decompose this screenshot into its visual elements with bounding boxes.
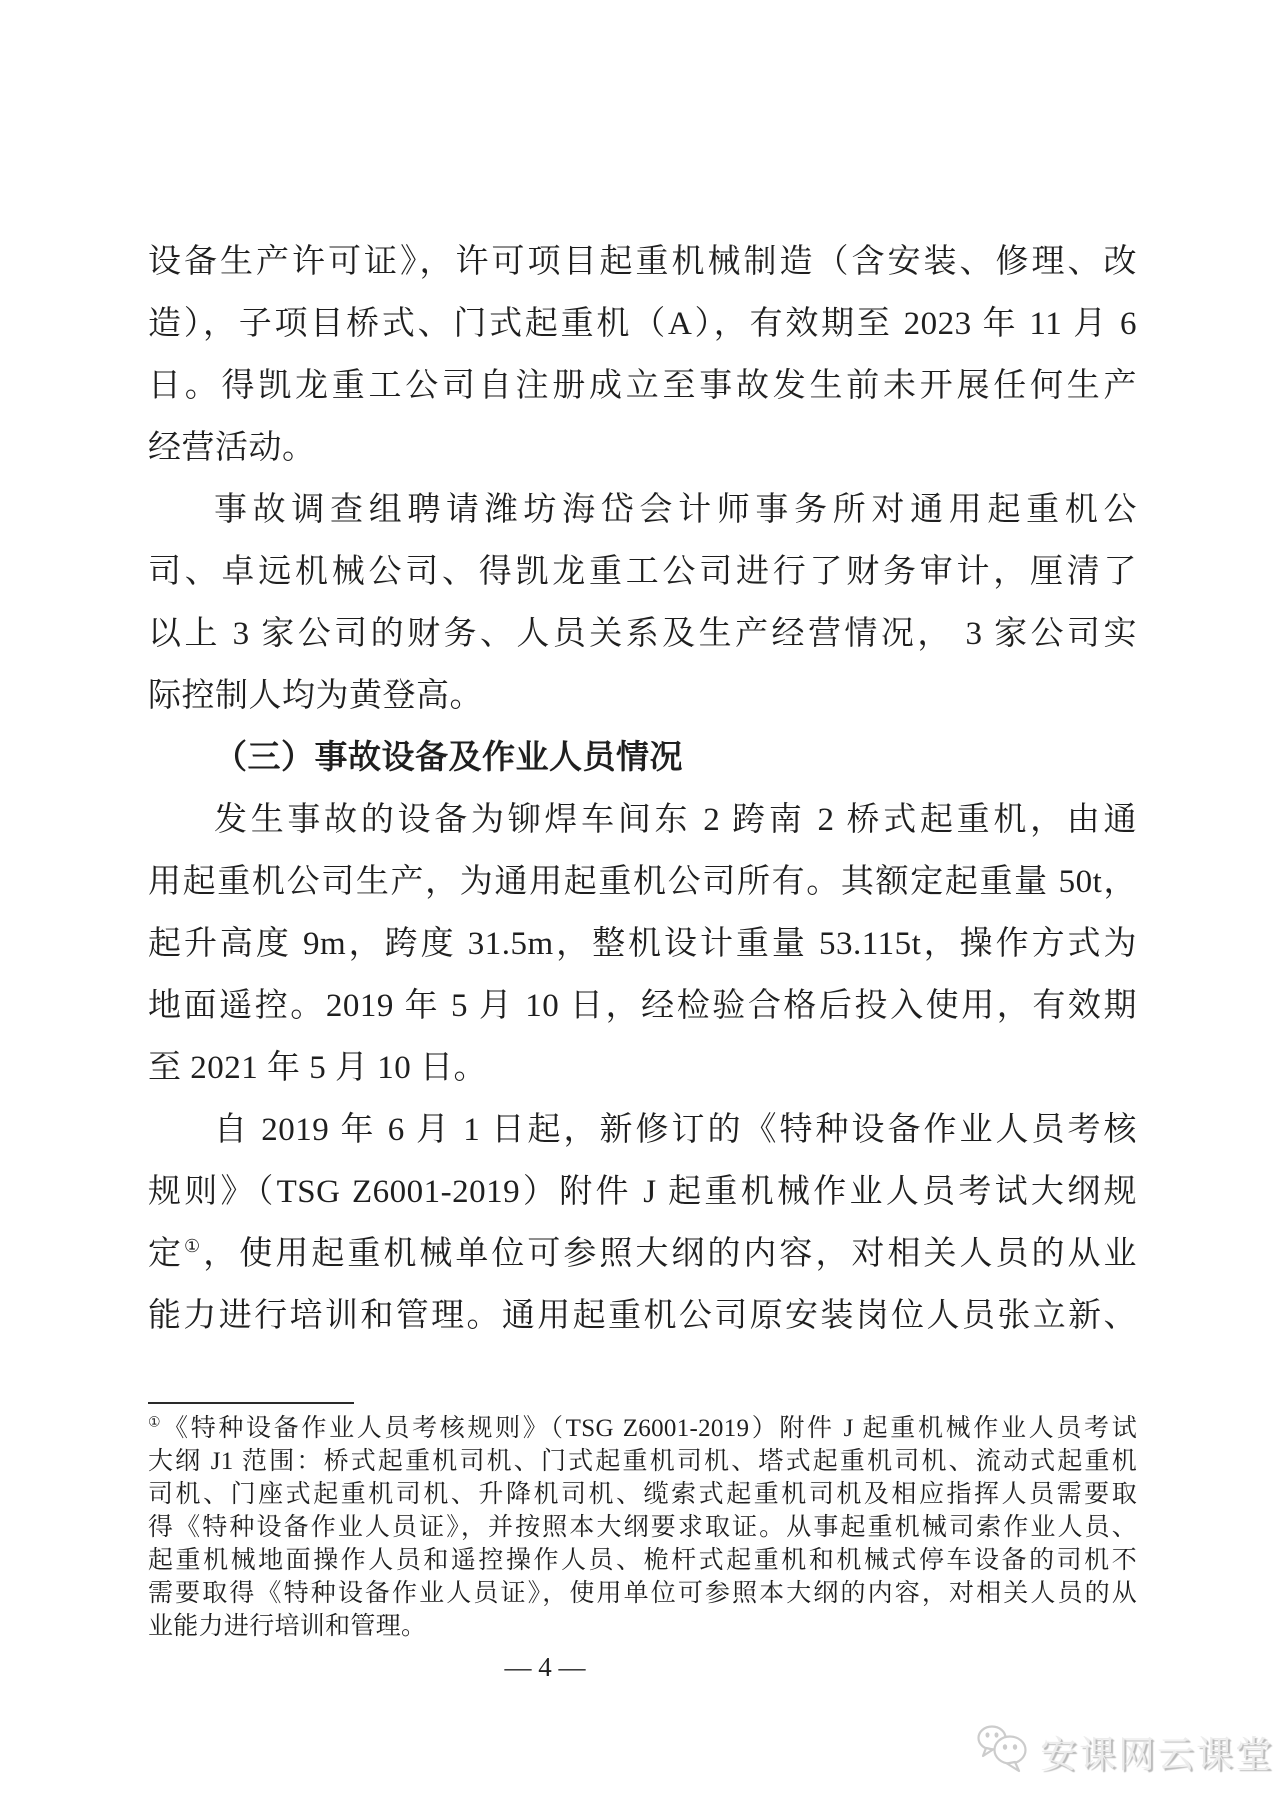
body-line: 发生事故的设备为铆焊车间东 2 跨南 2 桥式起重机，由通 (214, 802, 1138, 838)
body-line: 以上 3 家公司的财务、人员关系及生产经营情况， 3 家公司实 (148, 616, 1137, 652)
footnote-line: 起重机械地面操作人员和遥控操作人员、桅杆式起重机和机械式停车设备的司机不 (148, 1547, 1137, 1574)
chat-bubbles-icon (975, 1722, 1031, 1779)
body-line: 际控制人均为黄登高。 (148, 678, 483, 714)
footnote-line: 司机、门座式起重机司机、升降机司机、缆索式起重机司机及相应指挥人员需要取 (148, 1481, 1137, 1508)
section-heading: （三）事故设备及作业人员情况 (214, 740, 683, 776)
body-line: 事故调查组聘请潍坊海岱会计师事务所对通用起重机公 (214, 492, 1137, 528)
body-line: 设备生产许可证》，许可项目起重机械制造（含安装、修理、改 (148, 244, 1137, 280)
body-line: 司、卓远机械公司、得凯龙重工公司进行了财务审计，厘清了 (148, 554, 1137, 590)
body-line: 自 2019 年 6 月 1 日起，新修订的《特种设备作业人员考核 (214, 1112, 1137, 1148)
footnote-line: 大纲 J1 范围：桥式起重机司机、门式起重机司机、塔式起重机司机、流动式起重机 (148, 1448, 1137, 1475)
body-line: 能力进行培训和管理。通用起重机公司原安装岗位人员张立新、 (148, 1298, 1137, 1334)
body-line: 至 2021 年 5 月 10 日。 (148, 1050, 487, 1086)
body-line: 用起重机公司生产，为通用起重机公司所有。其额定起重量 50t， (148, 864, 1137, 900)
footnote-text (148, 1412, 1137, 1643)
text-segment: 定 (148, 1236, 185, 1272)
document-body (148, 231, 1137, 1347)
footnote-line (148, 1412, 1137, 1445)
body-line: 日。得凯龙重工公司自注册成立至事故发生前未开展任何生产 (148, 368, 1137, 404)
footnote-marker: ① (184, 1236, 204, 1256)
text-segment: 《特种设备作业人员考核规则》（TSG Z6001-2019）附件 J 起重机械作业人员考试 (163, 1415, 1137, 1442)
footnote-separator (148, 1402, 354, 1404)
body-line: 地面遥控。2019 年 5 月 10 日，经检验合格后投入使用，有效期 (148, 988, 1137, 1024)
watermark-text: 安课网云课堂 (1040, 1733, 1274, 1775)
footnote-line: 业能力进行培训和管理。 (148, 1613, 427, 1640)
watermark-logo (975, 1722, 1274, 1779)
text-segment: ，使用起重机械单位可参照大纲的内容，对相关人员的从业 (203, 1236, 1138, 1272)
body-line: 经营活动。 (148, 430, 316, 466)
footnote-marker: ① (148, 1414, 164, 1430)
body-line: 规则》（TSG Z6001-2019）附件 J 起重机械作业人员考试大纲规 (148, 1174, 1137, 1210)
footnote-line: 需要取得《特种设备作业人员证》，使用单位可参照本大纲的内容，对相关人员的从 (148, 1580, 1137, 1607)
page-number: — 4 — (504, 1652, 586, 1682)
body-line: 起升高度 9m，跨度 31.5m，整机设计重量 53.115t，操作方式为 (148, 926, 1137, 962)
body-line (148, 1223, 1137, 1285)
footnote-line: 得《特种设备作业人员证》，并按照本大纲要求取证。从事起重机械司索作业人员、 (148, 1514, 1137, 1541)
body-line: 造），子项目桥式、门式起重机（A），有效期至 2023 年 11 月 6 (148, 306, 1137, 342)
